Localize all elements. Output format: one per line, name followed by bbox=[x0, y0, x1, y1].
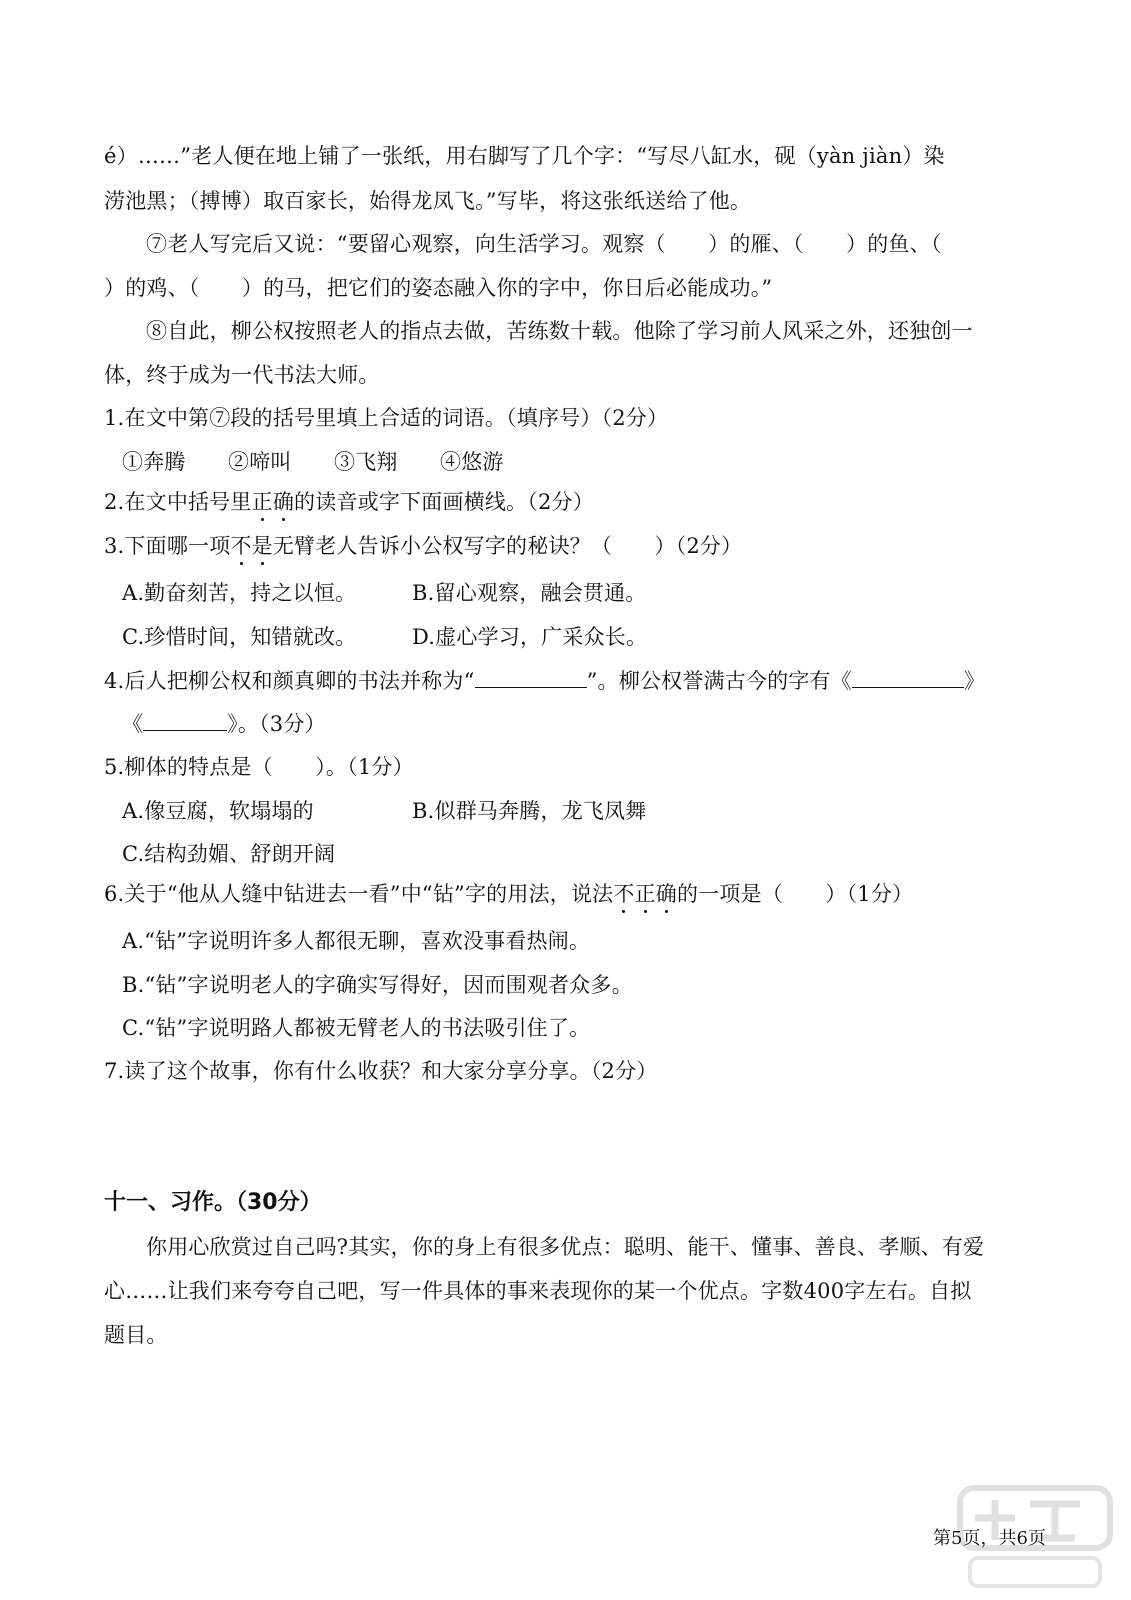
question-3-text-post: 无臂老人告诉小公权写字的秘诀？（ ）（2分） bbox=[272, 534, 743, 558]
question-5-option-a: A.像豆腐，软塌塌的 bbox=[122, 799, 314, 823]
question-4-blank-1[interactable] bbox=[475, 665, 587, 688]
question-5-options-row-1 bbox=[122, 796, 1042, 826]
question-4-blank-3[interactable] bbox=[143, 708, 227, 731]
question-4-line-2-post: 》。（3分） bbox=[227, 712, 326, 736]
question-4-line-2 bbox=[122, 708, 1042, 739]
question-1-options: ①奔腾 ②啼叫 ③飞翔 ④悠游 bbox=[122, 450, 504, 474]
passage-line-1: é）……”老人便在地上铺了一张纸，用右脚写了几个字：“写尽八缸水，砚（yàn jiàn）染 bbox=[104, 144, 945, 168]
question-6-option-c: C.“钻”字说明路人都被无臂老人的书法吸引住了。 bbox=[122, 1016, 591, 1040]
question-3-options-row-2 bbox=[122, 622, 1042, 652]
question-2-text-post: 的读音或字下面画横线。（2分） bbox=[294, 490, 594, 514]
question-4-line-2-pre: 《 bbox=[122, 712, 144, 736]
composition-prompt-line-1: 你用心欣赏过自己吗?其实，你的身上有很多优点：聪明、能干、懂事、善良、孝顺、有爱 bbox=[146, 1235, 985, 1259]
emphasis-char: 不 bbox=[230, 534, 252, 558]
question-6 bbox=[104, 879, 1024, 909]
question-5-option-b: B.似群马奔腾，龙飞凤舞 bbox=[412, 799, 647, 823]
emphasis-char: 正 bbox=[251, 490, 273, 514]
emphasis-char: 正 bbox=[634, 882, 656, 906]
passage-paragraph-8-line-2: 体，终于成为一代书法大师。 bbox=[104, 363, 380, 387]
passage-line-2: 涝池黑；（搏博）取百家长，始得龙凤飞。”写毕，将这张纸送给了他。 bbox=[104, 189, 752, 213]
question-3-option-d: D.虚心学习，广采众长。 bbox=[412, 625, 648, 649]
question-6-option-a: A.“钻”字说明许多人都很无聊，喜欢没事看热闹。 bbox=[122, 929, 591, 953]
question-4-blank-2[interactable] bbox=[852, 665, 964, 688]
emphasis-char: 不 bbox=[613, 882, 635, 906]
question-5: 5.柳体的特点是（ ）。（1分） bbox=[104, 755, 414, 779]
question-1: 1.在文中第⑦段的括号里填上合适的词语。（填序号）（2分） bbox=[104, 406, 669, 430]
passage-paragraph-7-line-1: ⑦老人写完后又说：“要留心观察，向生活学习。观察（ ）的雁、（ ）的鱼、（ bbox=[146, 232, 942, 256]
emphasis-char: 是 bbox=[251, 534, 273, 558]
passage-paragraph-8-line-1: ⑧自此，柳公权按照老人的指点去做，苦练数十载。他除了学习前人风采之外，还独创一 bbox=[146, 319, 973, 343]
question-2-emphasis bbox=[252, 490, 294, 514]
question-3-emphasis bbox=[230, 534, 272, 558]
passage-paragraph-7-line-2: ）的鸡、（ ）的马，把它们的姿态融入你的字中，你日后必能成功。” bbox=[104, 276, 773, 300]
question-3-option-a: A.勤奋刻苦，持之以恒。 bbox=[122, 581, 357, 605]
composition-prompt-line-2: 心……让我们来夸夸自己吧，写一件具体的事来表现你的某一个优点。字数400字左右。自拟 bbox=[104, 1279, 972, 1303]
page-number: 第5页，共6页 bbox=[933, 1528, 1046, 1549]
question-4-text-end: 》 bbox=[963, 669, 986, 693]
question-5-option-c: C.结构劲媚、舒朗开阔 bbox=[122, 842, 336, 866]
question-6-text-pre: 6.关于“他从人缝中钻进去一看”中“钻”字的用法，说法 bbox=[104, 882, 614, 906]
question-4-text-pre: 4.后人把柳公权和颜真卿的书法并称为“ bbox=[104, 669, 475, 693]
question-4-text-mid: ”。柳公权誉满古今的字有《 bbox=[586, 669, 852, 693]
question-3 bbox=[104, 531, 1024, 561]
question-3-option-b: B.留心观察，融会贯通。 bbox=[412, 581, 647, 605]
emphasis-char: 确 bbox=[272, 490, 295, 514]
question-3-options-row-1 bbox=[122, 578, 1042, 608]
question-7: 7.读了这个故事，你有什么收获？和大家分享分享。（2分） bbox=[104, 1059, 658, 1083]
question-6-option-b: B.“钻”字说明老人的字确实写得好，因而围观者众多。 bbox=[122, 973, 633, 997]
question-3-text-pre: 3.下面哪一项 bbox=[104, 534, 231, 558]
question-4 bbox=[104, 665, 1024, 696]
question-6-text-post: 的一项是（ ）（1分） bbox=[677, 882, 914, 906]
emphasis-char: 确 bbox=[655, 882, 677, 906]
composition-prompt-line-3: 题目。 bbox=[104, 1323, 168, 1347]
question-2-text-pre: 2.在文中括号里 bbox=[104, 490, 252, 514]
question-2 bbox=[104, 487, 1024, 517]
question-6-emphasis bbox=[613, 882, 677, 906]
composition-heading: 十一、习作。（30分） bbox=[104, 1190, 322, 1215]
question-3-option-c: C.珍惜时间，知错就改。 bbox=[122, 625, 357, 649]
